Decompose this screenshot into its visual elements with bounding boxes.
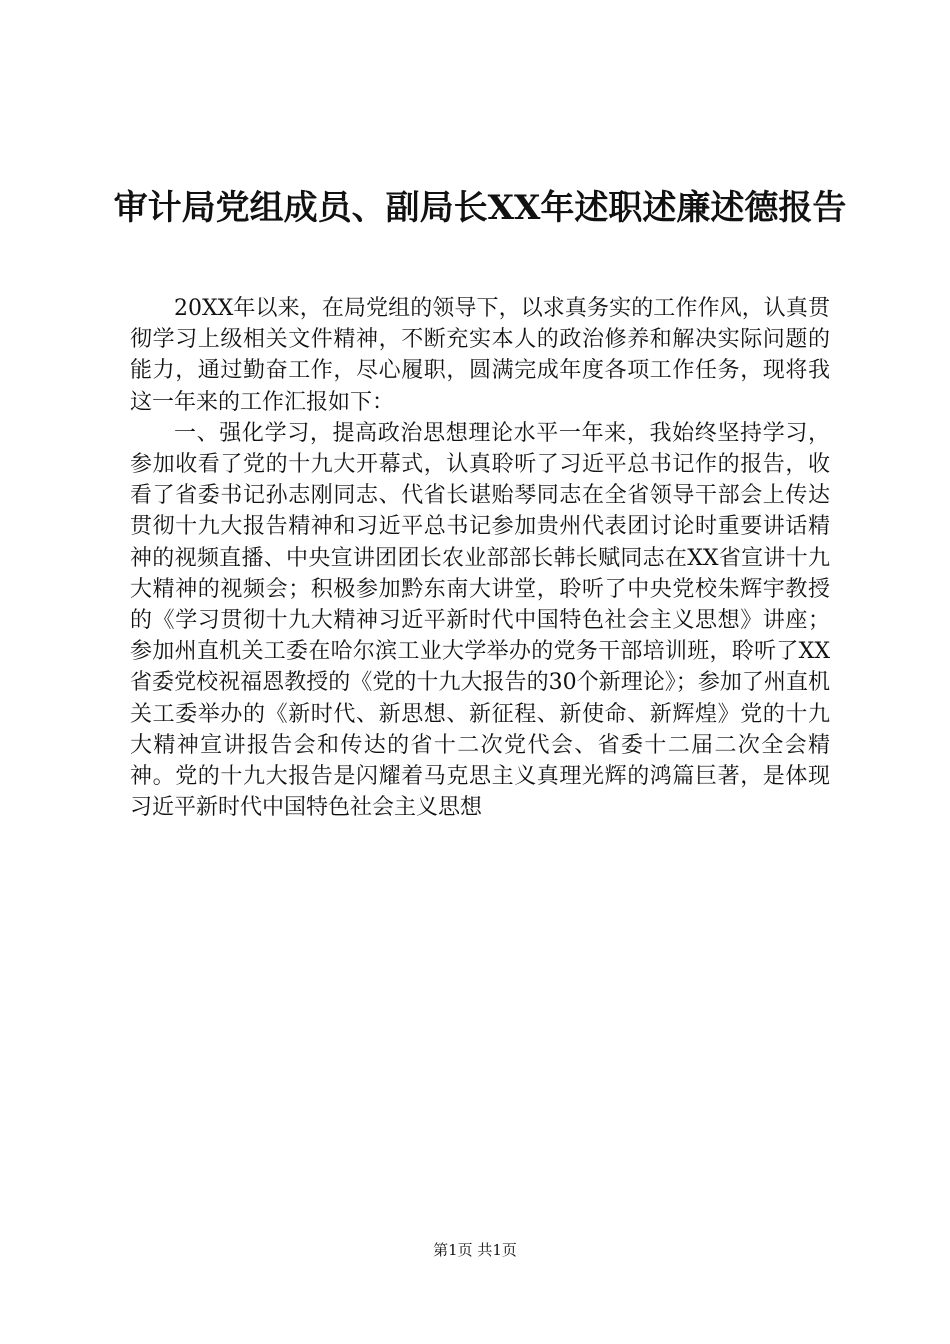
page-number-footer: 第1页 共1页	[433, 1241, 517, 1259]
section-one-paragraph: 一、强化学习，提高政治思想理论水平一年来，我始终坚持学习，参加收看了党的十九大开幕式，认真聆听了习近平总书记作的报告，收看了省委书记孙志刚同志、代省长谌贻琴同志在全省领导干部会上传达贯彻十九大报告精神和习近平总书记参加贵州代表团讨论时重要讲话精神的视频直播、中央宣讲团团长农业部部长韩长赋同志在XX省宣讲十九大精神的视频会；积极参加黔东南大讲堂，聆听了中央党校朱辉宇教授的《学习贯彻十九大精神习近平新时代中国特色社会主义思想》讲座；参加州直机关工委在哈尔滨工业大学举办的党务干部培训班，聆听了XX省委党校祝福恩教授的《党的十九大报告的30个新理论》；参加了州直机关工委举办的《新时代、新思想、新征程、新使命、新辉煌》党的十九大精神宣讲报告会和传达的省十二次党代会、省委十二届二次全会精神。党的十九大报告是闪耀着马克思主义真理光辉的鸿篇巨著，是体现习近平新时代中国特色社会主义思想	[130, 420, 830, 821]
document-title: 审计局党组成员、副局长XX年述职述廉述德报告	[113, 188, 847, 228]
document-body	[130, 293, 830, 823]
intro-paragraph: 20XX年以来，在局党组的领导下，以求真务实的工作作风，认真贯彻学习上级相关文件精神，不断充实本人的政治修养和解决实际问题的能力，通过勤奋工作，尽心履职，圆满完成年度各项工作任务，现将我这一年来的工作汇报如下：	[130, 296, 830, 415]
